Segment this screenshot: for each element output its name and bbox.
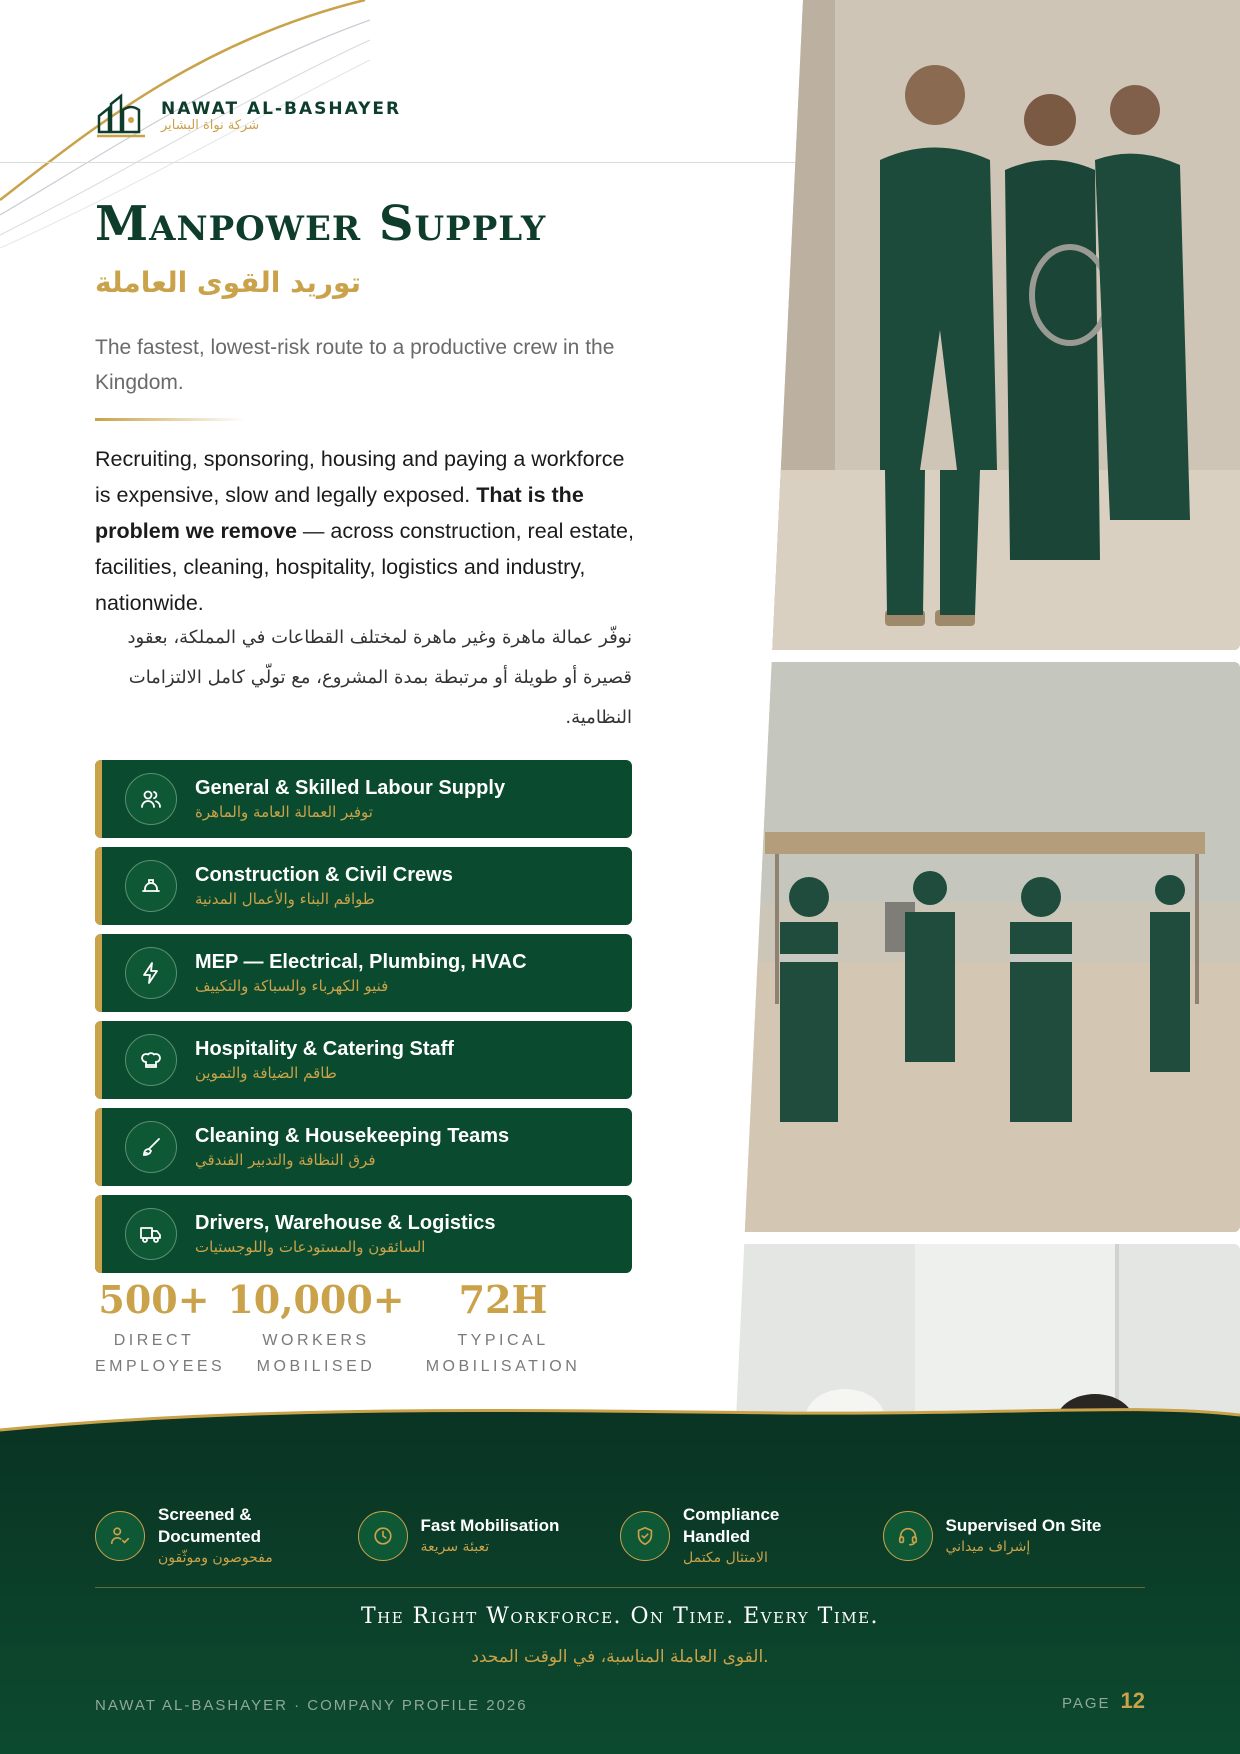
- stat-label: [423, 1328, 583, 1380]
- brand-header: [95, 92, 401, 142]
- stat-value: 72H: [458, 1277, 548, 1322]
- stat-label-line: WORKERS: [262, 1332, 370, 1349]
- service-label-arabic: طاقم الضيافة والتموين: [195, 1064, 337, 1082]
- feature-label-arabic: الامتثال مكتمل: [683, 1550, 768, 1566]
- stat-label-line: MOBILISATION: [425, 1358, 581, 1375]
- tagline-arabic: القوى العاملة المناسبة، في الوقت المحدد.: [471, 1647, 769, 1667]
- body-intro: Recruiting, sponsoring, housing and paying a workforce is expensive, slow and legally exposed.: [95, 447, 625, 507]
- header-divider: [0, 162, 795, 163]
- stat-label: [221, 1328, 411, 1380]
- lightning-icon: [125, 947, 177, 999]
- feature-item: [95, 1504, 358, 1568]
- service-label: MEP — Electrical, Plumbing, HVAC: [195, 951, 527, 973]
- service-label: Drivers, Warehouse & Logistics: [195, 1212, 496, 1234]
- hard-hat-icon: [125, 860, 177, 912]
- page-number: 12: [1120, 1688, 1145, 1713]
- feature-item: [358, 1504, 621, 1568]
- service-label-arabic: طواقم البناء والأعمال المدنية: [195, 890, 375, 908]
- service-label: Construction & Civil Crews: [195, 864, 453, 886]
- service-label: Cleaning & Housekeeping Teams: [195, 1125, 510, 1147]
- feature-label-line: Screened &: [158, 1505, 252, 1524]
- lede-text: The fastest, lowest-risk route to a productive crew in the Kingdom.: [95, 336, 615, 394]
- site-briefing-photo: [735, 662, 1240, 1232]
- service-label-arabic: السائقون والمستودعات واللوجستيات: [195, 1238, 426, 1256]
- users-icon: [125, 773, 177, 825]
- stats-row: [95, 1278, 583, 1380]
- feature-item: [883, 1504, 1146, 1568]
- feature-label-arabic: إشراف ميداني: [945, 1539, 1031, 1555]
- body-bold: That is the problem we remove: [95, 483, 584, 543]
- stat-value: 500+: [98, 1277, 210, 1322]
- service-card: [95, 1195, 632, 1273]
- brush-icon: [125, 1121, 177, 1173]
- body-rest: — across construction, real estate, facilities, cleaning, hospitality, logistics and industry, nationwide.: [95, 519, 634, 615]
- workers-photo: [735, 0, 1240, 650]
- stat-label-line: MOBILISED: [256, 1358, 376, 1375]
- service-card: [95, 1108, 632, 1186]
- truck-icon: [125, 1208, 177, 1260]
- feature-label: [158, 1504, 273, 1548]
- page-title: Manpower Supply: [95, 196, 547, 252]
- service-label: Hospitality & Catering Staff: [195, 1038, 454, 1060]
- feature-label: Supervised On Site: [945, 1516, 1102, 1535]
- chef-hat-icon: [125, 1034, 177, 1086]
- service-card: [95, 760, 632, 838]
- page-label: PAGE: [1061, 1695, 1111, 1712]
- user-check-icon: [95, 1511, 145, 1561]
- service-label: General & Skilled Labour Supply: [195, 777, 506, 799]
- service-card: [95, 1021, 632, 1099]
- stat-label: [95, 1328, 226, 1380]
- service-label-arabic: فنيو الكهرباء والسباكة والتكييف: [195, 977, 389, 995]
- feature-item: [620, 1504, 883, 1568]
- feature-label: [683, 1504, 779, 1548]
- feature-label-line: Handled: [683, 1527, 751, 1546]
- shield-check-icon: [620, 1511, 670, 1561]
- stat-value: 10,000+: [227, 1277, 405, 1322]
- brand-name-arabic: شركة نواة البشاير: [161, 118, 260, 133]
- stat-label-line: EMPLOYEES: [95, 1358, 226, 1375]
- brand-name: NAWAT AL-BASHAYER: [161, 99, 402, 119]
- feature-label: Fast Mobilisation: [420, 1516, 560, 1535]
- feature-label-arabic: تعبئة سريعة: [420, 1539, 490, 1555]
- services-list: [95, 760, 632, 1282]
- stat-label-line: DIRECT: [113, 1332, 195, 1349]
- stat-item: [423, 1278, 583, 1380]
- company-logo-icon: [95, 92, 147, 142]
- service-card: [95, 934, 632, 1012]
- service-card: [95, 847, 632, 925]
- stat-item: [221, 1278, 411, 1380]
- service-label-arabic: فرق النظافة والتدبير الفندقي: [195, 1151, 376, 1169]
- footer-company-label: NAWAT AL-BASHAYER · COMPANY PROFILE 2026: [95, 1697, 528, 1714]
- service-label-arabic: توفير العمالة العامة والماهرة: [195, 803, 373, 821]
- feature-row: [95, 1504, 1145, 1568]
- footer-divider: [95, 1587, 1145, 1588]
- clock-icon: [358, 1511, 408, 1561]
- gold-divider: [95, 418, 245, 421]
- photo-column: [735, 0, 1240, 1440]
- stat-label-line: TYPICAL: [457, 1332, 549, 1349]
- tagline: The Right Workforce. On Time. Every Time.: [360, 1604, 880, 1629]
- body-paragraph: [95, 441, 640, 621]
- body-paragraph-arabic: نوفّر عمالة ماهرة وغير ماهرة لمختلف القطاعات في المملكة، بعقود قصيرة أو طويلة أو مرتبطة بمدة المشروع، مع تولّي كامل الالتزامات النظامية.: [127, 627, 632, 728]
- feature-label-line: Compliance: [683, 1505, 780, 1524]
- feature-label-arabic: مفحوصون وموثّقون: [158, 1550, 273, 1566]
- page-title-arabic: توريد القوى العاملة: [95, 266, 362, 299]
- page-number-block: [1062, 1688, 1145, 1714]
- headset-icon: [883, 1511, 933, 1561]
- stat-item: [95, 1277, 226, 1380]
- feature-label-line: Documented: [158, 1527, 261, 1546]
